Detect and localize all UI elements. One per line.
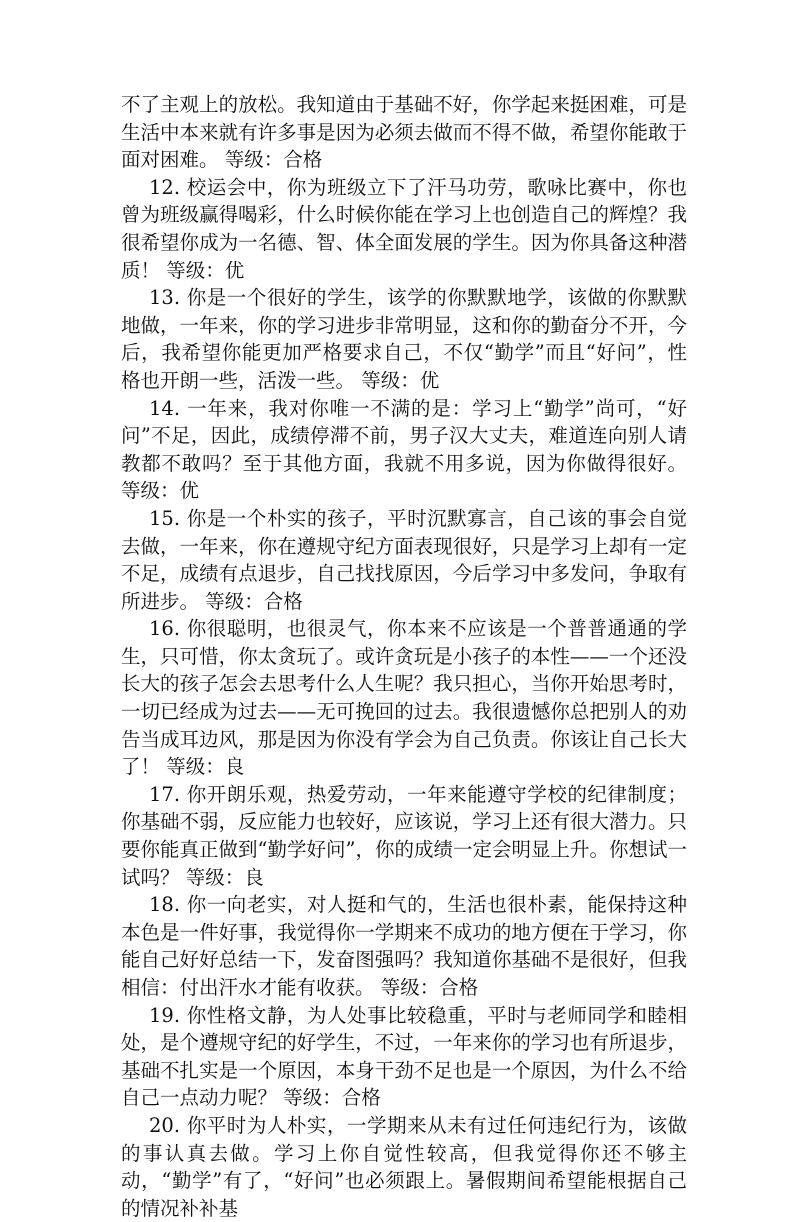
paragraph-12: 12. 校运会中，你为班级立下了汗马功劳，歌咏比赛中，你也曾为班级赢得喝彩，什么时候你能在学习上也创造自己的辉煌？我很希望你成为一名德、智、体全面发展的学生。因为你具备这种潜质！ 等级：优 — [121, 175, 687, 282]
paragraph-19: 19. 你性格文静，为人处事比较稳重，平时与老师同学和睦相处，是个遵规守纪的好学生，不过，一年来你的学习也有所退步，基础不扎实是一个原因，本身干劲不足也是一个原因，为什么不给自己一点动力呢？ 等级：合格 — [121, 1003, 687, 1110]
paragraph-14: 14. 一年来，我对你唯一不满的是：学习上“勤学”尚可，“好问”不足，因此，成绩停滞不前，男子汉大丈夫，难道连向别人请教都不敢吗？至于其他方面，我就不用多说，因为你做得很好。 等级：优 — [121, 396, 687, 503]
document-body — [121, 91, 687, 1222]
paragraph-16: 16. 你很聪明，也很灵气，你本来不应该是一个普普通通的学生，只可惜，你太贪玩了。或许贪玩是小孩子的本性——一个还没长大的孩子怎会去思考什么人生呢？我只担心，当你开始思考时，一切已经成为过去——无可挽回的过去。我很遗憾你总把别人的劝告当成耳边风，那是因为你没有学会为自己负责。你该让自己长大了！ 等级：良 — [121, 617, 687, 779]
paragraph-15: 15. 你是一个朴实的孩子，平时沉默寡言，自己该的事会自觉去做，一年来，你在遵规守纪方面表现很好，只是学习上却有一定不足，成绩有点退步，自己找找原因，今后学习中多发问，争取有所进步。 等级：合格 — [121, 506, 687, 613]
paragraph-17: 17. 你开朗乐观，热爱劳动，一年来能遵守学校的纪律制度；你基础不弱，反应能力也较好，应该说，学习上还有很大潜力。只要你能真正做到“勤学好问”，你的成绩一定会明显上升。你想试一试吗？ 等级：良 — [121, 782, 687, 889]
paragraph-13: 13. 你是一个很好的学生，该学的你默默地学，该做的你默默地做，一年来，你的学习进步非常明显，这和你的勤奋分不开，今后，我希望你能更加严格要求自己，不仅“勤学”而且“好问”，性格也开朗一些，活泼一些。 等级：优 — [121, 286, 687, 392]
paragraph-20: 20. 你平时为人朴实，一学期来从未有过任何违纪行为，该做的事认真去做。学习上你自觉性较高，但我觉得你还不够主动，“勤学”有了，“好问”也必须跟上。暑假期间希望能根据自己的情况补补基 — [121, 1113, 687, 1220]
paragraph-18: 18. 你一向老实，对人挺和气的，生活也很朴素，能保持这种本色是一件好事，我觉得你一学期来不成功的地方便在于学习，你能自己好好总结一下，发奋图强吗？我知道你基础不是很好，但我相信：付出汗水才能有收获。 等级：合格 — [121, 893, 687, 999]
paragraph-11-continuation: 不了主观上的放松。我知道由于基础不好，你学起来挺困难，可是生活中本来就有许多事是因为必须去做而不得不做，希望你能敢于面对困难。 等级：合格 — [121, 93, 687, 172]
